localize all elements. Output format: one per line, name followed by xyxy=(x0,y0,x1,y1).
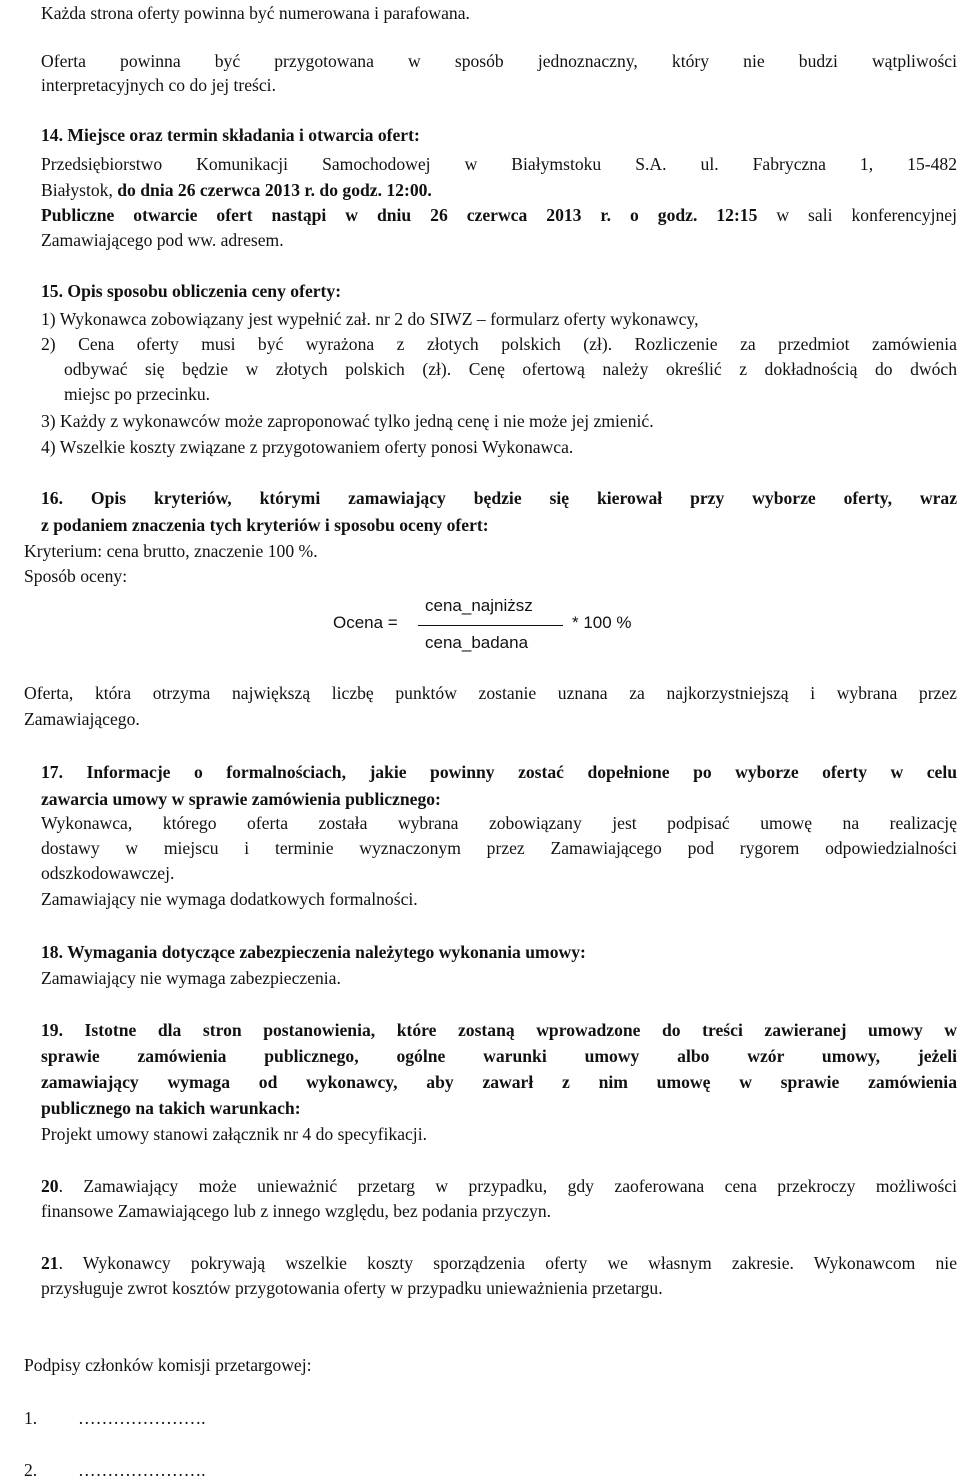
section-16-result: Oferta, która otrzyma największą liczbę punktów zostanie uznana za najkorzystniejszą i wybrana przez xyxy=(24,683,957,703)
section-21-line: 21. Wykonawcy pokrywają wszelkie koszty sporządzenia oferty we własnym zakresie. Wykonawcom nie xyxy=(41,1253,957,1273)
section-19-text: Projekt umowy stanowi załącznik nr 4 do specyfikacji. xyxy=(41,1124,427,1144)
formula-numerator: cena_najniższ xyxy=(425,596,533,615)
section-15-item: 2) Cena oferty musi być wyrażona z złotych polskich (zł). Rozliczenie za przedmiot zamówienia xyxy=(41,334,957,354)
intro-line: Oferta powinna być przygotowana w sposób jednoznaczny, który nie budzi wątpliwości xyxy=(41,51,957,71)
section-19-heading: sprawie zamówienia publicznego, ogólne warunki umowy albo wzór umowy, jeżeli xyxy=(41,1046,957,1066)
section-20-line: finansowe Zamawiającego lub z innego względu, bez podania przyczyn. xyxy=(41,1201,552,1221)
fraction-bar xyxy=(418,625,563,626)
section-17-text: dostawy w miejscu i terminie wyznaczonym przez Zamawiającego pod rygorem odpowiedzialności xyxy=(41,838,957,858)
signature-number: 1. xyxy=(24,1408,38,1428)
formula-factor: * 100 % xyxy=(572,613,632,632)
section-15-item: 4) Wszelkie koszty związane z przygotowaniem oferty ponosi Wykonawca. xyxy=(41,437,574,457)
section-16-heading: z podaniem znaczenia tych kryteriów i sposobu oceny ofert: xyxy=(41,515,489,535)
section-18-heading: 18. Wymagania dotyczące zabezpieczenia należytego wykonania umowy: xyxy=(41,942,586,962)
section-16-heading: 16. Opis kryteriów, którymi zamawiający będzie się kierował przy wyborze oferty, wraz xyxy=(41,488,957,508)
signatures-label: Podpisy członków komisji przetargowej: xyxy=(24,1355,312,1375)
section-18-text: Zamawiający nie wymaga zabezpieczenia. xyxy=(41,968,341,988)
section-16-criterion: Kryterium: cena brutto, znaczenie 100 %. xyxy=(24,541,318,561)
section-17-heading: 17. Informacje o formalnościach, jakie powinny zostać dopełnione po wyborze oferty w celu xyxy=(41,762,957,782)
section-19-heading: publicznego na takich warunkach: xyxy=(41,1098,301,1118)
signature-number: 2. xyxy=(24,1460,38,1480)
section-15-heading: 15. Opis sposobu obliczenia ceny oferty: xyxy=(41,281,342,301)
section-14-line: Publiczne otwarcie ofert nastąpi w dniu 26 czerwca 2013 r. o godz. 12:15 w sali konferencyjnej xyxy=(41,205,957,225)
section-15-item: odbywać się będzie w złotych polskich (zł). Cenę ofertową należy określić z dokładnością do dwóch xyxy=(64,359,957,379)
formula-denominator: cena_badana xyxy=(425,633,529,652)
section-14-line: Białystok, do dnia 26 czerwca 2013 r. do godz. 12:00. xyxy=(41,180,432,200)
section-17-text: Zamawiający nie wymaga dodatkowych formalności. xyxy=(41,889,418,909)
intro-line: interpretacyjnych co do jej treści. xyxy=(41,75,276,95)
signature-line: …………………. xyxy=(78,1460,206,1480)
signature-line: …………………. xyxy=(78,1408,206,1428)
section-15-item: 1) Wykonawca zobowiązany jest wypełnić zał. nr 2 do SIWZ – formularz oferty wykonawcy, xyxy=(41,309,699,329)
section-19-heading: zamawiający wymaga od wykonawcy, aby zawarł z nim umowę w sprawie zamówienia xyxy=(41,1072,957,1092)
section-14-line: Przedsiębiorstwo Komunikacji Samochodowej w Białymstoku S.A. ul. Fabryczna 1, 15-482 xyxy=(41,154,957,174)
section-14-line: Zamawiającego pod ww. adresem. xyxy=(41,230,284,250)
section-15-item: miejsc po przecinku. xyxy=(64,384,211,404)
section-16-result: Zamawiającego. xyxy=(24,709,140,729)
section-17-text: odszkodowawczej. xyxy=(41,863,175,883)
section-16-method: Sposób oceny: xyxy=(24,566,128,586)
section-21-line: przysługuje zwrot kosztów przygotowania oferty w przypadku unieważnienia przetargu. xyxy=(41,1278,663,1298)
section-17-text: Wykonawca, którego oferta została wybrana zobowiązany jest podpisać umowę na realizację xyxy=(41,813,957,833)
section-14-heading: 14. Miejsce oraz termin składania i otwarcia ofert: xyxy=(41,125,420,145)
intro-line: Każda strona oferty powinna być numerowana i parafowana. xyxy=(41,3,470,23)
section-20-line: 20. Zamawiający może unieważnić przetarg w przypadku, gdy zaoferowana cena przekroczy możliwości xyxy=(41,1176,957,1196)
section-19-heading: 19. Istotne dla stron postanowienia, które zostaną wprowadzone do treści zawieranej umowy w xyxy=(41,1020,957,1040)
section-15-item: 3) Każdy z wykonawców może zaproponować tylko jedną cenę i nie może jej zmienić. xyxy=(41,411,654,431)
section-17-heading: zawarcia umowy w sprawie zamówienia publicznego: xyxy=(41,789,441,809)
formula-lhs: Ocena = xyxy=(333,613,398,632)
